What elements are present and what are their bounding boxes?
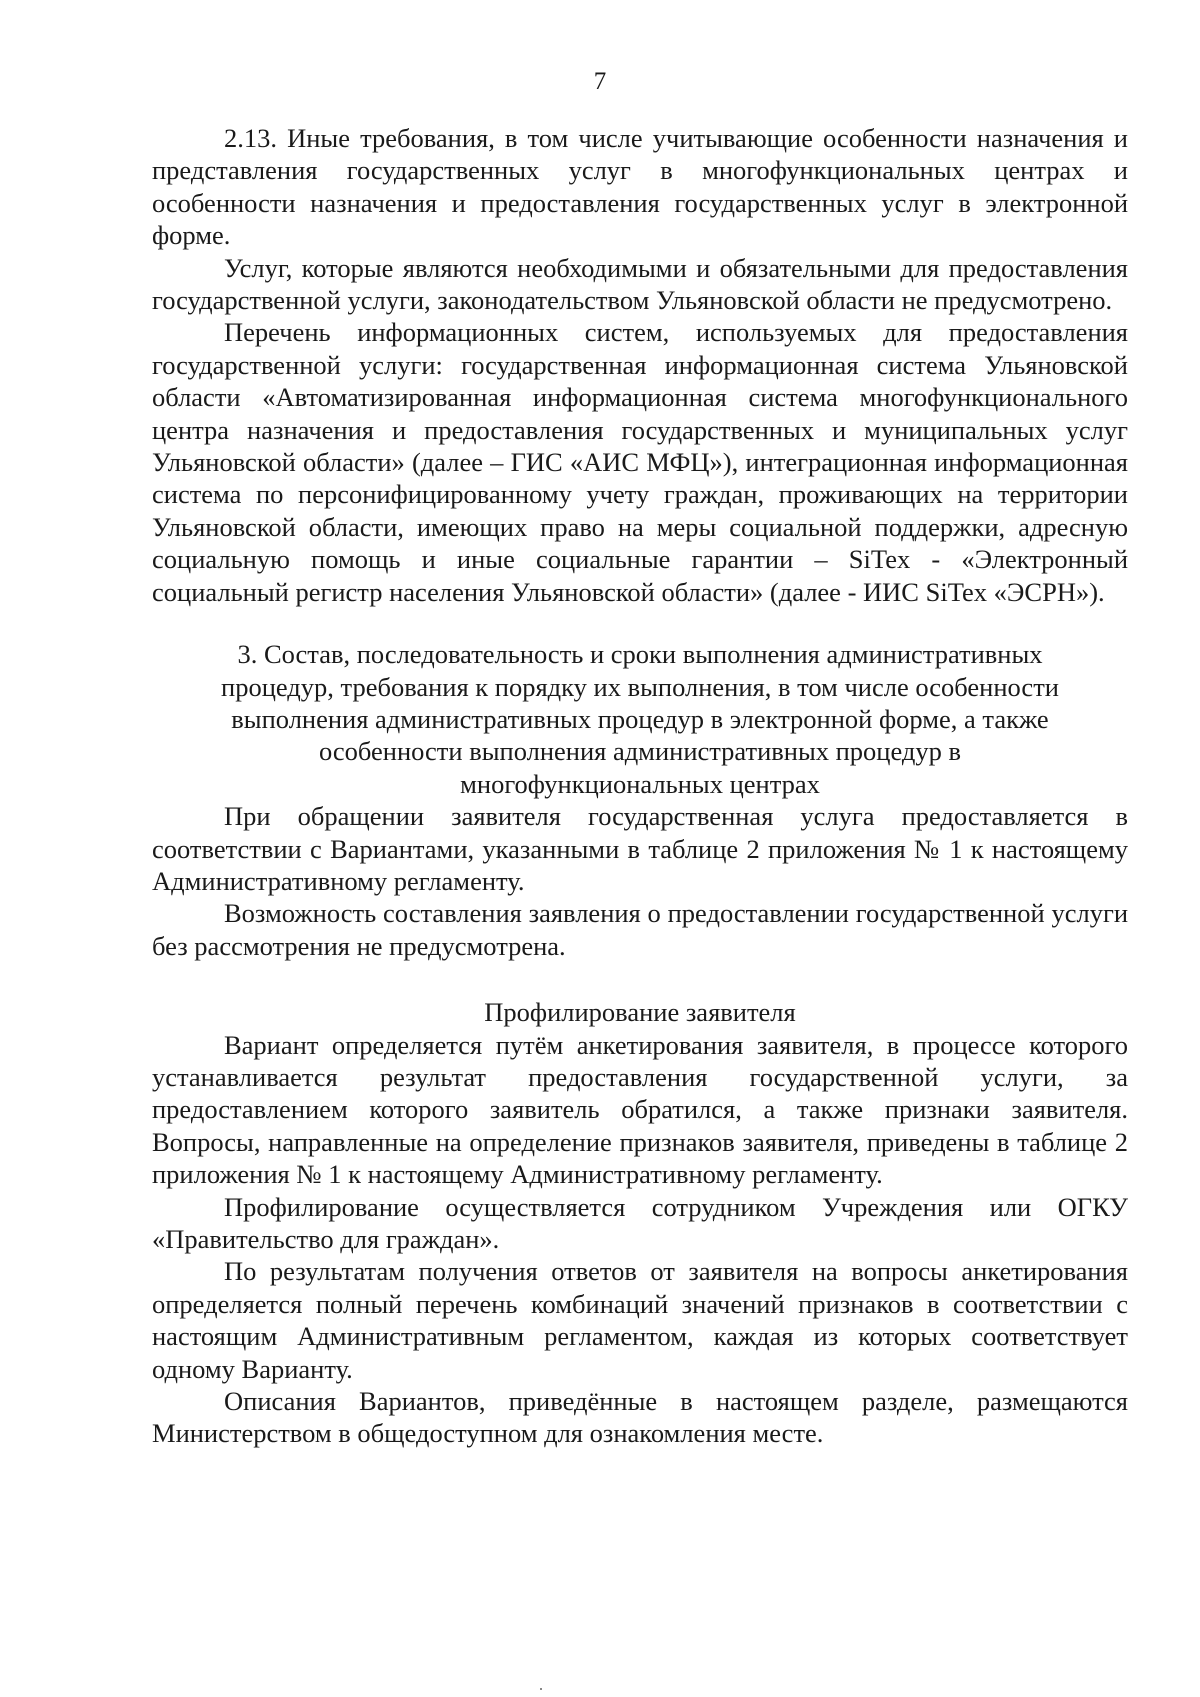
paragraph-combinations: По результатам получения ответов от заявителя на вопросы анкетирования определяется полный перечень комбинаций значений признаков в соответствии с настоящим Административным регламентом, каждая из которых соответствует одному Варианту. [152,1256,1128,1384]
paragraph-2-13: 2.13. Иные требования, в том числе учитывающие особенности назначения и представления государственных услуг в многофункциональных центрах и особенности назначения и предоставления государственных услуг в электронной форме. [152,123,1128,251]
document-body [152,122,1128,1450]
scan-dot [540,1688,542,1690]
paragraph-information-systems: Перечень информационных систем, используемых для предоставления государственной услуги: государственная информационная система Ульяновской области «Автоматизированная информационная система многофункционального центра назначения и предоставления государственных и муниципальных услуг Ульяновской области» (далее – ГИС «АИС МФЦ»), интеграционная информационная система по персонифицированному учету граждан, проживающих на территории Ульяновской области, имеющих право на меры социальной поддержки, адресную социальную помощь и иные социальные гарантии – SiTex - «Электронный социальный регистр населения Ульяновской области» (далее - ИИС SiTex «ЭСРН»). [152,317,1128,607]
page-number: 7 [593,68,607,95]
paragraph-variant-determination: Вариант определяется путём анкетирования заявителя, в процессе которого устанавливается результат предоставления государственной услуги, за предоставлением которого заявитель обратился, а также признаки заявителя. Вопросы, направленные на определение признаков заявителя, приведены в таблице 2 приложения № 1 к настоящему Административному регламенту. [152,1029,1128,1190]
section-3-heading-line: 3. Состав, последовательность и сроки выполнения административных [237,639,1043,670]
profiling-heading: Профилирование заявителя [484,997,796,1028]
paragraph-profiling-performer: Профилирование осуществляется сотрудником Учреждения или ОГКУ «Правительство для граждан». [152,1191,1128,1254]
paragraph-variants-publication: Описания Вариантов, приведённые в настоящем разделе, размещаются Министерством в общедоступном для ознакомления месте. [152,1386,1128,1449]
section-3-heading-line: многофункциональных центрах [460,768,820,799]
paragraph-variants: При обращении заявителя государственная услуга предоставляется в соответствии с Вариантами, указанными в таблице 2 приложения № 1 к настоящему Административному регламенту. [152,801,1128,896]
section-3-heading-line: особенности выполнения административных процедур в [318,736,962,767]
section-3-heading-line: процедур, требования к порядку их выполнения, в том числе особенности [221,671,1059,702]
paragraph-services-not-required: Услуг, которые являются необходимыми и обязательными для предоставления государственной услуги, законодательством Ульяновской области не предусмотрено. [152,252,1128,316]
section-3-heading [152,638,1128,800]
section-3-heading-line: выполнения административных процедур в электронной форме, а также [231,703,1049,734]
paragraph-no-review: Возможность составления заявления о предоставлении государственной услуги без рассмотрения не предусмотрена. [152,898,1128,961]
